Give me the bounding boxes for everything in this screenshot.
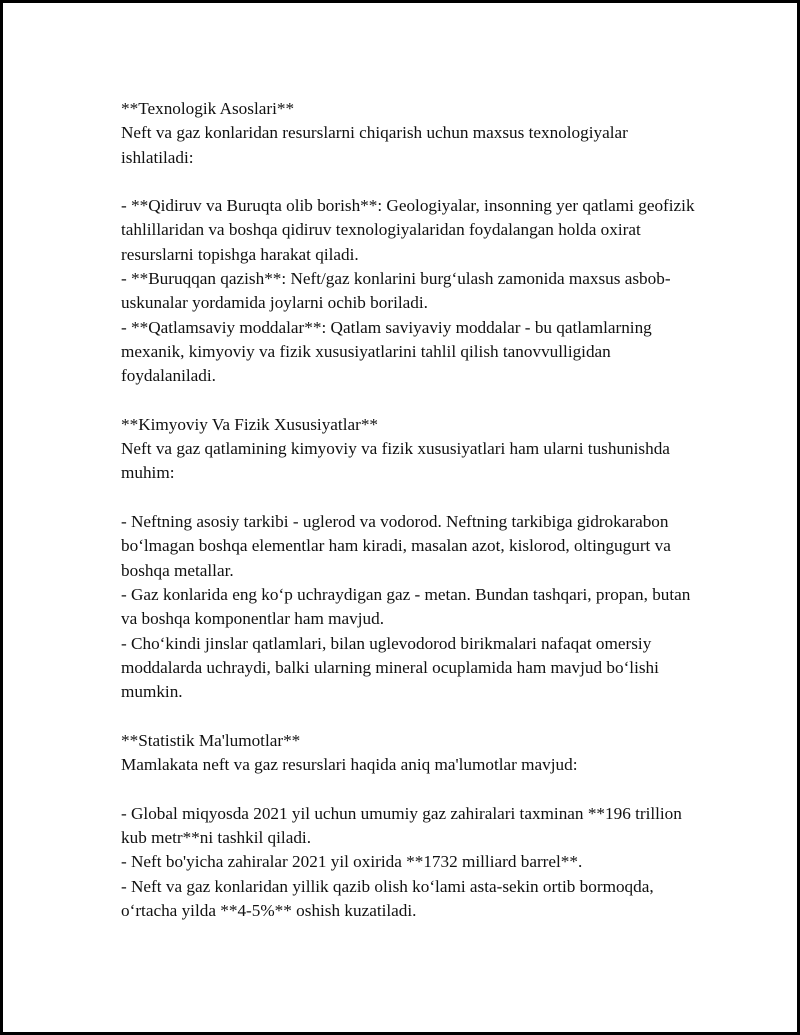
- spacer: [121, 486, 701, 510]
- list-item: - Neft bo'yicha zahiralar 2021 yil oxirida **1732 milliard barrel**.: [121, 852, 583, 872]
- document-body: [121, 97, 701, 923]
- list-item: - Global miqyosda 2021 yil uchun umumiy gaz zahiralari taxminan **196 trillion kub metr**ni tashkil qiladi.: [121, 803, 682, 847]
- section-intro-kimyoviy: Neft va gaz qatlamining kimyoviy va fizik xususiyatlari ham ularni tushunishda muhim:: [121, 439, 670, 483]
- section-heading-statistik: **Statistik Ma'lumotlar**: [121, 730, 301, 750]
- list-item: - **Qidiruv va Buruqta olib borish**: Geologiyalar, insonning yer qatlami geofizik tahlillaridan va boshqa qidiruv texnologiyalaridan foydalangan holda oxirat resurslarni topishga harakat qiladi.: [121, 196, 695, 264]
- list-item: - Neft va gaz konlaridan yillik qazib olish ko‘lami asta-sekin ortib bormoqda, o‘rtacha yilda **4-5%** oshish kuzatiladi.: [121, 876, 654, 920]
- list-item: - **Qatlamsaviy moddalar**: Qatlam saviyaviy moddalar - bu qatlamlarning mexanik, kimyoviy va fizik xususiyatlarini tahlil qilish tanovvulligidan foydalaniladi.: [121, 317, 652, 386]
- spacer: [121, 170, 701, 194]
- list-item: - Neftning asosiy tarkibi - uglerod va vodorod. Neftning tarkibiga gidrokarabon bo‘lmagan boshqa elementlar ham kiradi, masalan azot, kislorod, oltingugurt va boshqa metallar.: [121, 512, 671, 580]
- list-item: - **Buruqqan qazish**: Neft/gaz konlarini burg‘ulash zamonida maxsus asbob-uskunalar yordamida joylarni ochib boriladi.: [121, 269, 671, 313]
- spacer: [121, 704, 701, 728]
- section-intro-texnologik: Neft va gaz konlaridan resurslarni chiqarish uchun maxsus texnologiyalar ishlatiladi:: [121, 123, 628, 167]
- section-intro-statistik: Mamlakata neft va gaz resurslari haqida aniq ma'lumotlar mavjud:: [121, 755, 578, 775]
- section-heading-kimyoviy: **Kimyoviy Va Fizik Xususiyatlar**: [121, 414, 379, 434]
- spacer: [121, 777, 701, 801]
- section-heading-texnologik: **Texnologik Asoslari**: [121, 99, 295, 118]
- list-item: - Gaz konlarida eng ko‘p uchraydigan gaz - metan. Bundan tashqari, propan, butan va boshqa komponentlar ham mavjud.: [121, 584, 691, 629]
- spacer: [121, 389, 701, 413]
- list-item: - Cho‘kindi jinslar qatlamlari, bilan uglevodorod birikmalari nafaqat omersiy moddalarda uchraydi, balki ularning mineral ocuplamida ham mavjud bo‘lishi mumkin.: [121, 633, 659, 702]
